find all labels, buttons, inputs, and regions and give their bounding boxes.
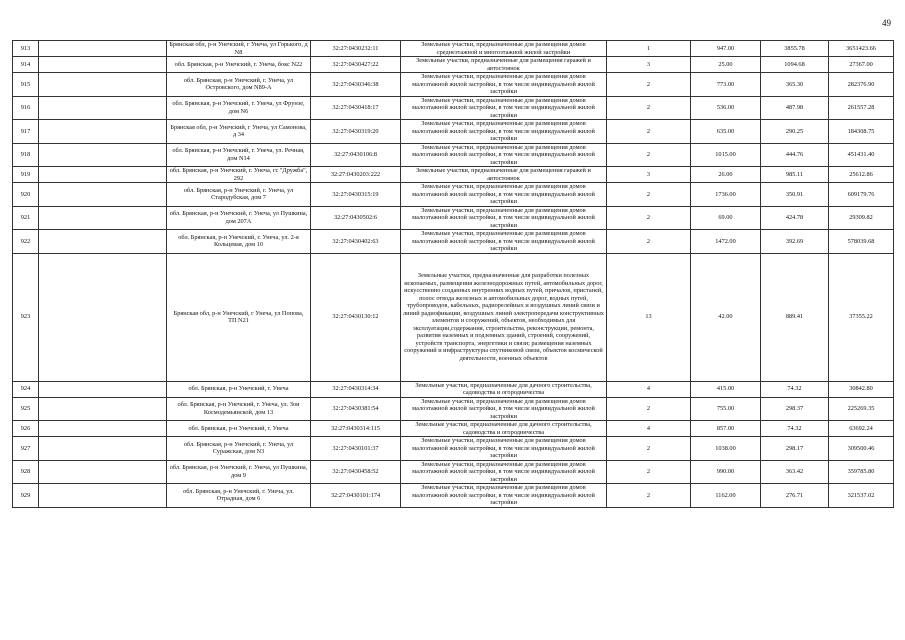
group-cell: 1: [607, 41, 691, 57]
permitted-use-cell: Земельные участки, предназначенные для дачного строительства, садоводства и огородничества: [401, 421, 607, 437]
specific-value-cell: 889.41: [761, 253, 829, 381]
specific-value-cell: 276.71: [761, 484, 829, 508]
permitted-use-cell: Земельные участки, предназначенные для размещения домов малоэтажной жилой застройки, в том числе индивидуальной жилой застройки: [401, 397, 607, 421]
cadastral-number-cell: 32:27:0430427:22: [311, 57, 401, 73]
permitted-use-cell: Земельные участки, предназначенные для размещения домов малоэтажной жилой застройки, в том числе индивидуальной жилой застройки: [401, 96, 607, 120]
cadastral-number-cell: 32:27:0430232:11: [311, 41, 401, 57]
area-cell: 857.00: [691, 421, 761, 437]
cadastral-number-cell: 32:27:0430381:54: [311, 397, 401, 421]
row-number-cell: 922: [13, 230, 39, 254]
table-row: [13, 73, 894, 97]
area-cell: 42.00: [691, 253, 761, 381]
cadastral-number-cell: 32:27:0430502:6: [311, 206, 401, 230]
address-cell: обл. Брянская, р-н Унечский, г. Унеча, ул. Зои Космодемьянской, дом 13: [167, 397, 311, 421]
row-number-cell: 919: [13, 167, 39, 183]
address-cell: Брянская обл, р-н Унечский, г Унеча, ул Самонова, д 34: [167, 120, 311, 144]
cadastral-value-cell: 25612.86: [829, 167, 894, 183]
specific-value-cell: 985.11: [761, 167, 829, 183]
cadastral-value-cell: 261557.28: [829, 96, 894, 120]
table-row: [13, 120, 894, 144]
spacer-cell: [39, 230, 167, 254]
specific-value-cell: 298.17: [761, 437, 829, 461]
spacer-cell: [39, 57, 167, 73]
row-number-cell: 924: [13, 381, 39, 397]
cadastral-value-cell: 3651423.66: [829, 41, 894, 57]
area-cell: 1736.00: [691, 183, 761, 207]
area-cell: 1015.00: [691, 143, 761, 167]
permitted-use-cell: Земельные участки, предназначенные для размещения гаражей и автостоянок: [401, 57, 607, 73]
permitted-use-cell: Земельные участки, предназначенные для размещения домов малоэтажной жилой застройки, в том числе индивидуальной жилой застройки: [401, 230, 607, 254]
cadastral-value-cell: 29309.82: [829, 206, 894, 230]
cadastral-value-cell: 27367.00: [829, 57, 894, 73]
address-cell: обл. Брянская, р-н Унечский, г. Унеча, ул Пушкина, дом 207А: [167, 206, 311, 230]
address-cell: обл. Брянская, р-н Унечский, г. Унеча: [167, 421, 311, 437]
table-row: [13, 41, 894, 57]
table-row: [13, 57, 894, 73]
cadastral-value-cell: 282376.90: [829, 73, 894, 97]
address-cell: обл. Брянская, р-н Унечский, г. Унеча, ул Пушкина, дом 9: [167, 460, 311, 484]
cadastral-number-cell: 32:27:0430130:12: [311, 253, 401, 381]
row-number-cell: 927: [13, 437, 39, 461]
specific-value-cell: 290.25: [761, 120, 829, 144]
row-number-cell: 913: [13, 41, 39, 57]
group-cell: 13: [607, 253, 691, 381]
spacer-cell: [39, 484, 167, 508]
address-cell: обл. Брянская, р-н Унечский, г. Унеча, ул. 2-я Кольцевая, дом 10: [167, 230, 311, 254]
area-cell: 1038.00: [691, 437, 761, 461]
area-cell: 1162.00: [691, 484, 761, 508]
group-cell: 2: [607, 73, 691, 97]
table-row: [13, 206, 894, 230]
group-cell: 2: [607, 96, 691, 120]
cadastral-number-cell: 32:27:0430106:8: [311, 143, 401, 167]
group-cell: 2: [607, 206, 691, 230]
cadastral-number-cell: 32:27:0430319:20: [311, 120, 401, 144]
group-cell: 4: [607, 381, 691, 397]
permitted-use-cell: Земельные участки, предназначенные для размещения домов малоэтажной жилой застройки, в том числе индивидуальной жилой застройки: [401, 183, 607, 207]
spacer-cell: [39, 381, 167, 397]
table-row: [13, 460, 894, 484]
cadastral-number-cell: 32:27:0430315:19: [311, 183, 401, 207]
group-cell: 2: [607, 143, 691, 167]
spacer-cell: [39, 167, 167, 183]
address-cell: обл. Брянская, р-н Унечский, г. Унеча, ул Островского, дом N89-А: [167, 73, 311, 97]
table-row: [13, 230, 894, 254]
permitted-use-cell: Земельные участки, предназначенные для размещения домов малоэтажной жилой застройки, в том числе индивидуальной жилой застройки: [401, 143, 607, 167]
specific-value-cell: 487.98: [761, 96, 829, 120]
cadastral-number-cell: 32:27:0430101:37: [311, 437, 401, 461]
specific-value-cell: 392.69: [761, 230, 829, 254]
group-cell: 4: [607, 421, 691, 437]
cadastral-value-cell: 609179.76: [829, 183, 894, 207]
cadastral-value-cell: 578039.68: [829, 230, 894, 254]
row-number-cell: 920: [13, 183, 39, 207]
spacer-cell: [39, 73, 167, 97]
cadastral-number-cell: 32:27:0430346:38: [311, 73, 401, 97]
group-cell: 2: [607, 120, 691, 144]
cadastral-value-cell: 225269.35: [829, 397, 894, 421]
cadastral-value-cell: 451431.40: [829, 143, 894, 167]
row-number-cell: 928: [13, 460, 39, 484]
table-body: [13, 41, 894, 508]
spacer-cell: [39, 183, 167, 207]
group-cell: 2: [607, 437, 691, 461]
permitted-use-cell: Земельные участки, предназначенные для размещения домов малоэтажной жилой застройки, в том числе индивидуальной жилой застройки: [401, 460, 607, 484]
cadastral-value-cell: 184308.75: [829, 120, 894, 144]
permitted-use-cell: Земельные участки, предназначенные для разработки полезных ископаемых, размещения железнодорожных путей, автомобильных дорог, искусственно созданных внутренних водных путей, причалов, пристаней, полос отвода железных и автомобильных дорог, водных путей, трубопроводов, кабельных, радиорелейных и воздушных линий связи и линий радиофикации, воздушных линий электропередачи конструктивных элементов и сооружений, объектов, необходимых для эксплуатации,содержания, строительства, реконструкции, ремонта, развития наземных и подземных зданий, строений, сооружений, устройств транспорта, энергетики и связи; размещения наземных сооружений и инфраструктуры спутниковой связи, объектов космической деятельности, военных объектов: [401, 253, 607, 381]
specific-value-cell: 74.32: [761, 381, 829, 397]
address-cell: обл. Брянская, р-н Унечский, г. Унеча, ул. Речная, дом N14: [167, 143, 311, 167]
row-number-cell: 915: [13, 73, 39, 97]
table-row: [13, 381, 894, 397]
spacer-cell: [39, 120, 167, 144]
row-number-cell: 926: [13, 421, 39, 437]
cadastral-value-cell: 359785.80: [829, 460, 894, 484]
spacer-cell: [39, 41, 167, 57]
cadastral-value-cell: 30842.80: [829, 381, 894, 397]
area-cell: 1472.00: [691, 230, 761, 254]
row-number-cell: 923: [13, 253, 39, 381]
area-cell: 755.00: [691, 397, 761, 421]
specific-value-cell: 350.91: [761, 183, 829, 207]
address-cell: Брянская обл, р-н Унечский, г Унеча, ул Горького, д N8: [167, 41, 311, 57]
permitted-use-cell: Земельные участки, предназначенные для размещения домов малоэтажной жилой застройки, в том числе индивидуальной жилой застройки: [401, 206, 607, 230]
group-cell: 3: [607, 57, 691, 73]
specific-value-cell: 444.76: [761, 143, 829, 167]
area-cell: 26.00: [691, 167, 761, 183]
spacer-cell: [39, 206, 167, 230]
specific-value-cell: 365.30: [761, 73, 829, 97]
group-cell: 2: [607, 460, 691, 484]
specific-value-cell: 1094.68: [761, 57, 829, 73]
address-cell: обл. Брянская, р-н Унечский, г. Унеча, ул Суражская, дом N3: [167, 437, 311, 461]
row-number-cell: 921: [13, 206, 39, 230]
specific-value-cell: 363.42: [761, 460, 829, 484]
group-cell: 3: [607, 167, 691, 183]
spacer-cell: [39, 96, 167, 120]
spacer-cell: [39, 143, 167, 167]
row-number-cell: 918: [13, 143, 39, 167]
cadastral-number-cell: 32:27:0430314:115: [311, 421, 401, 437]
specific-value-cell: 298.37: [761, 397, 829, 421]
cadastral-value-cell: 321537.02: [829, 484, 894, 508]
area-cell: 536.00: [691, 96, 761, 120]
page-number: 49: [882, 18, 891, 28]
group-cell: 2: [607, 484, 691, 508]
cadastral-value-cell: 309500.46: [829, 437, 894, 461]
cadastral-number-cell: 32:27:0430402:63: [311, 230, 401, 254]
specific-value-cell: 74.32: [761, 421, 829, 437]
cadastral-number-cell: 32:27:0430203:222: [311, 167, 401, 183]
cadastral-number-cell: 32:27:0430458:52: [311, 460, 401, 484]
area-cell: 990.00: [691, 460, 761, 484]
specific-value-cell: 424.78: [761, 206, 829, 230]
row-number-cell: 917: [13, 120, 39, 144]
address-cell: обл. Брянская, р-н Унечский, г. Унеча: [167, 381, 311, 397]
area-cell: 69.00: [691, 206, 761, 230]
permitted-use-cell: Земельные участки, предназначенные для размещения домов малоэтажной жилой застройки, в том числе индивидуальной жилой застройки: [401, 437, 607, 461]
row-number-cell: 929: [13, 484, 39, 508]
address-cell: Брянская обл, р-н Унечский, г Унеча, ул Попова, ТП N21: [167, 253, 311, 381]
table-row: [13, 253, 894, 381]
table-row: [13, 183, 894, 207]
spacer-cell: [39, 397, 167, 421]
row-number-cell: 914: [13, 57, 39, 73]
table-row: [13, 421, 894, 437]
address-cell: обл. Брянская, р-н Унечский, г. Унеча, гс "Дружба", 292: [167, 167, 311, 183]
table-row: [13, 437, 894, 461]
table-row: [13, 167, 894, 183]
group-cell: 2: [607, 183, 691, 207]
table-row: [13, 397, 894, 421]
spacer-cell: [39, 460, 167, 484]
cadastral-value-table: [12, 40, 894, 508]
table-row: [13, 484, 894, 508]
spacer-cell: [39, 421, 167, 437]
cadastral-value-cell: 63692.24: [829, 421, 894, 437]
cadastral-value-cell: 37355.22: [829, 253, 894, 381]
permitted-use-cell: Земельные участки, предназначенные для дачного строительства, садоводства и огородничества: [401, 381, 607, 397]
table-row: [13, 143, 894, 167]
address-cell: обл. Брянская, р-н Унечский, г. Унеча, ул. Отрадная, дом 6: [167, 484, 311, 508]
area-cell: 947.00: [691, 41, 761, 57]
permitted-use-cell: Земельные участки, предназначенные для размещения гаражей и автостоянок: [401, 167, 607, 183]
area-cell: 25.00: [691, 57, 761, 73]
row-number-cell: 916: [13, 96, 39, 120]
cadastral-number-cell: 32:27:0430101:174: [311, 484, 401, 508]
permitted-use-cell: Земельные участки, предназначенные для размещения домов малоэтажной жилой застройки, в том числе индивидуальной жилой застройки: [401, 484, 607, 508]
permitted-use-cell: Земельные участки, предназначенные для размещения домов малоэтажной жилой застройки, в том числе индивидуальной жилой застройки: [401, 120, 607, 144]
table-row: [13, 96, 894, 120]
group-cell: 2: [607, 397, 691, 421]
area-cell: 773.00: [691, 73, 761, 97]
spacer-cell: [39, 253, 167, 381]
permitted-use-cell: Земельные участки, предназначенные для размещения домов малоэтажной жилой застройки, в том числе индивидуальной жилой застройки: [401, 73, 607, 97]
area-cell: 415.00: [691, 381, 761, 397]
cadastral-number-cell: 32:27:0430314:34: [311, 381, 401, 397]
permitted-use-cell: Земельные участки, предназначенные для размещения домов среднеэтажной и многоэтажной жилой застройки: [401, 41, 607, 57]
row-number-cell: 925: [13, 397, 39, 421]
address-cell: обл. Брянская, р-н Унечский, г. Унеча, бокс N22: [167, 57, 311, 73]
specific-value-cell: 3855.78: [761, 41, 829, 57]
spacer-cell: [39, 437, 167, 461]
address-cell: обл. Брянская, р-н Унечский, г. Унеча, ул Стародубская, дом 7: [167, 183, 311, 207]
cadastral-number-cell: 32:27:0430418:17: [311, 96, 401, 120]
address-cell: обл. Брянская, р-н Унечский, г. Унеча, ул Фрунзе, дом N6: [167, 96, 311, 120]
group-cell: 2: [607, 230, 691, 254]
area-cell: 635.00: [691, 120, 761, 144]
